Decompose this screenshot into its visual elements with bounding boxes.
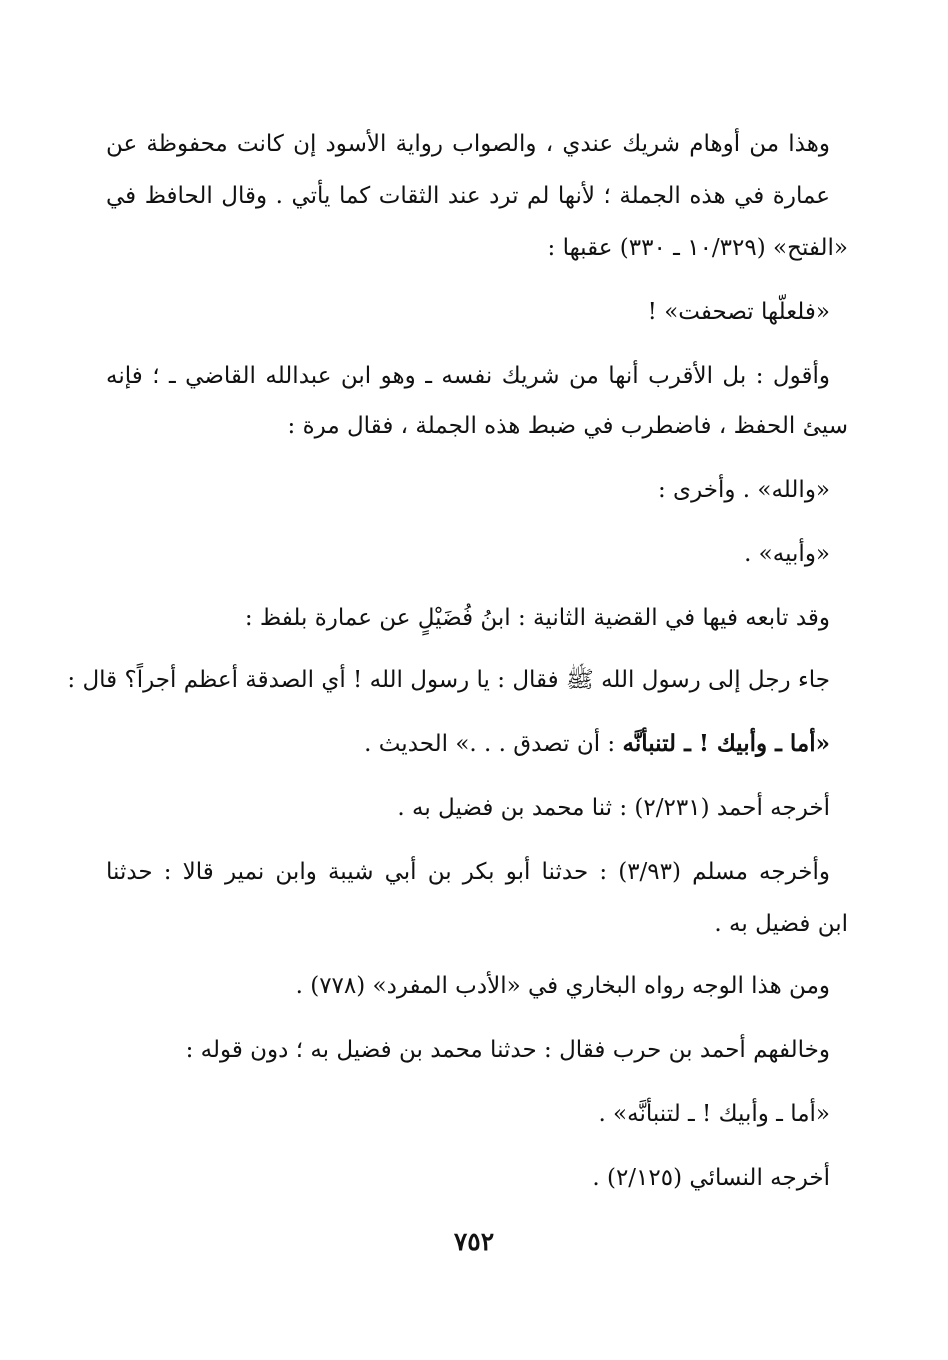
text-line-1: وهذا من أوهام شريك عندي ، والصواب رواية الأسود إن كانت محفوظة عن bbox=[106, 131, 830, 157]
text-line-8: وأخرجه مسلم (٣/٩٣) : حدثنا أبو بكر بن أبي شيبة وابن نمير قالا : حدثنا bbox=[106, 859, 830, 885]
text-line-12: أخرجه النسائي (٢/١٢٥) . bbox=[592, 1165, 830, 1191]
quote-line-4: «أما ـ وأبيك ! ـ لتنبأنَّه» . bbox=[598, 1101, 830, 1127]
page-number: ٧٥٢ bbox=[453, 1227, 495, 1256]
text-line-9: ابن فضيل به . bbox=[714, 911, 848, 937]
text-line-4: وأقول : بل الأقرب أنها من شريك نفسه ـ وهو ابن عبدالله القاضي ـ ؛ فإنه bbox=[106, 363, 830, 389]
hadith-quote-bold: «أما ـ وأبيك ! ـ لتنبأنَّه bbox=[622, 730, 830, 757]
hadith-line-2 bbox=[364, 724, 830, 764]
text-line-2: عمارة في هذه الجملة ؛ لأنها لم ترد عند الثقات كما يأتي . وقال الحافظ في bbox=[106, 183, 830, 209]
hadith-line-1: جاء رجل إلى رسول الله ﷺ فقال : يا رسول الله ! أي الصدقة أعظم أجراً؟ قال : bbox=[67, 667, 830, 693]
quote-line-3: «وأبيه» . bbox=[744, 541, 830, 567]
quote-line-1: «فلعلّها تصحفت» ! bbox=[647, 299, 830, 325]
hadith-quote-rest: : أن تصدق . . .» الحديث . bbox=[364, 731, 616, 757]
text-line-5: سيئ الحفظ ، فاضطرب في ضبط هذه الجملة ، فقال مرة : bbox=[287, 413, 848, 439]
text-line-10: ومن هذا الوجه رواه البخاري في «الأدب المفرد» (٧٧٨) . bbox=[295, 973, 830, 999]
text-line-6: وقد تابعه فيها في القضية الثانية : ابنُ فُضَيْلٍ عن عمارة بلفظ : bbox=[244, 605, 830, 631]
text-line-3: «الفتح» (١٠/٣٢٩ ـ ٣٣٠) عقبها : bbox=[547, 235, 848, 261]
text-line-11: وخالفهم أحمد بن حرب فقال : حدثنا محمد بن فضيل به ؛ دون قوله : bbox=[185, 1037, 830, 1063]
text-line-7: أخرجه أحمد (٢/٢٣١) : ثنا محمد بن فضيل به . bbox=[397, 795, 830, 821]
quote-line-2: «والله» . وأخرى : bbox=[658, 477, 830, 503]
